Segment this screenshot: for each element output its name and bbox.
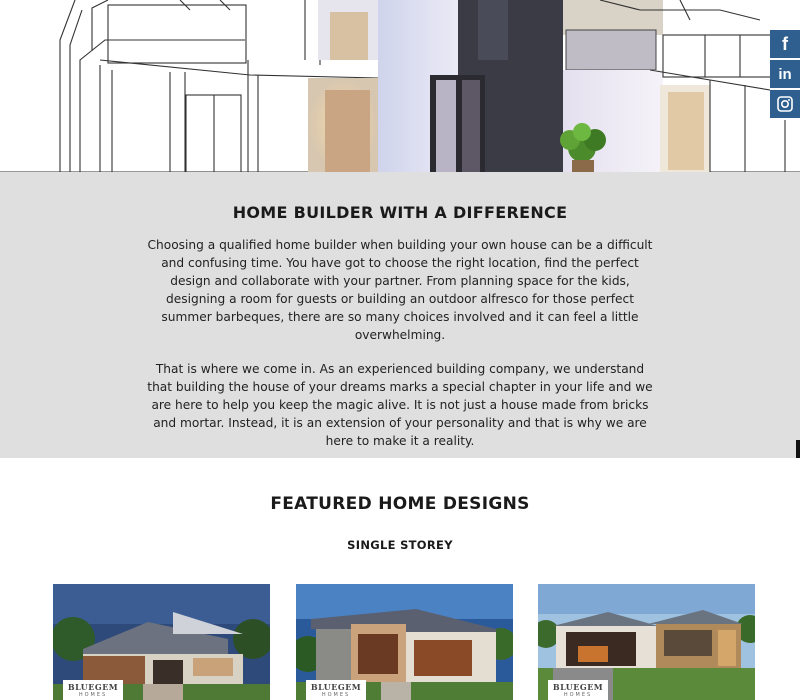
featured-designs-section bbox=[0, 458, 800, 700]
linkedin-icon: in bbox=[778, 65, 792, 83]
facebook-button[interactable] bbox=[770, 30, 800, 60]
logo-subtext: HOMES bbox=[563, 692, 593, 698]
home-design-card-2[interactable] bbox=[296, 584, 513, 700]
intro-title: HOME BUILDER WITH A DIFFERENCE bbox=[232, 203, 568, 222]
logo-text: BLUEGEM bbox=[310, 682, 362, 692]
instagram-icon bbox=[777, 96, 793, 112]
logo-text: BLUEGEM bbox=[552, 682, 604, 692]
intro-paragraph-1: Choosing a qualified home builder when building your own house can be a difficult and confusing time. You have got to choose the right location, find the perfect design and collaborate with your partner. From planning space for the kids, designing a room for guests or building an outdoor alfresco for those perfect summer barbeques, there are so many choices involved and it can feel a little overwhelming. bbox=[147, 238, 653, 342]
logo-subtext: HOMES bbox=[78, 692, 108, 698]
logo-subtext: HOMES bbox=[321, 692, 351, 698]
home-design-card-1[interactable] bbox=[53, 584, 270, 700]
hero-banner bbox=[0, 0, 800, 172]
featured-subtitle: SINGLE STOREY bbox=[347, 538, 453, 552]
instagram-button[interactable] bbox=[770, 90, 800, 120]
featured-title: FEATURED HOME DESIGNS bbox=[270, 494, 530, 514]
facebook-icon: f bbox=[782, 33, 788, 54]
logo-text: BLUEGEM bbox=[67, 682, 119, 692]
social-links bbox=[770, 30, 800, 120]
bluegem-logo bbox=[548, 680, 608, 700]
home-design-card-3[interactable] bbox=[538, 584, 755, 700]
bluegem-logo bbox=[306, 680, 366, 700]
hero-house-illustration bbox=[0, 0, 800, 172]
linkedin-button[interactable] bbox=[770, 60, 800, 90]
bluegem-logo bbox=[63, 680, 123, 700]
intro-paragraph-2: That is where we come in. As an experienced building company, we understand that building the house of your dreams marks a special chapter in your life and we are here to help you keep the magic alive. It is not just a house made from bricks and mortar. Instead, it is an extension of your personality and that is why we are here to make it a reality. bbox=[147, 362, 653, 448]
intro-section bbox=[0, 172, 800, 458]
